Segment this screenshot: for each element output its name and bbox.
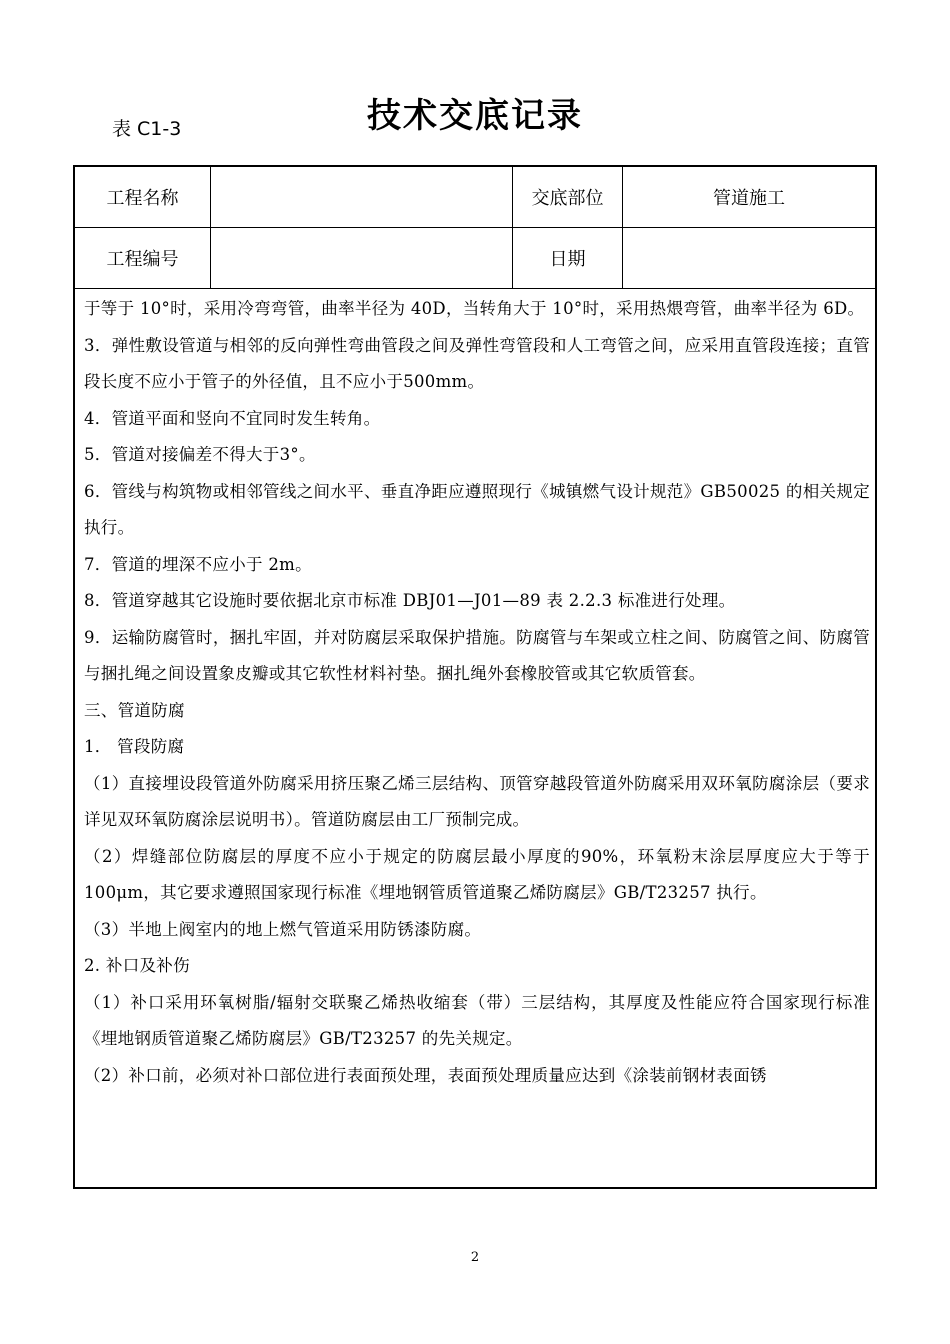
paragraph: （3）半地上阀室内的地上燃气管道采用防锈漆防腐。 [84, 919, 482, 939]
paragraph: 7．管道的埋深不应小于 2m。 [84, 554, 312, 574]
location-label: 交底部位 [513, 167, 623, 227]
project-no-label: 工程编号 [75, 228, 211, 288]
paragraph: （2）焊缝部位防腐层的厚度不应小于规定的防腐层最小厚度的90%，环氧粉末涂层厚度应大于等于 100μm，其它要求遵照国家现行标准《埋地钢管质管道聚乙烯防腐层》GB/T23257 执行。 [84, 846, 870, 902]
paragraph: 4．管道平面和竖向不宜同时发生转角。 [84, 408, 381, 428]
project-no-value [211, 228, 513, 288]
paragraph: （2）补口前，必须对补口部位进行表面预处理，表面预处理质量应达到《涂装前钢材表面锈 [84, 1065, 767, 1085]
page-title: 技术交底记录 [367, 96, 583, 136]
location-value: 管道施工 [713, 188, 785, 209]
paragraph: （1）直接埋设段管道外防腐采用挤压聚乙烯三层结构、顶管穿越段管道外防腐采用双环氧防腐涂层（要求详见双环氧防腐涂层说明书）。管道防腐层由工厂预制完成。 [84, 773, 870, 829]
header-row-2 [75, 228, 875, 289]
subsection-heading: 2. 补口及补伤 [84, 956, 190, 975]
project-name-value [211, 167, 513, 227]
paragraph: 8．管道穿越其它设施时要依据北京市标准 DBJ01—J01—89 表 2.2.3 标准进行处理。 [84, 591, 736, 610]
project-name-label: 工程名称 [75, 167, 211, 227]
paragraph: 3．弹性敷设管道与相邻的反向弹性弯曲管段之间及弹性弯管段和人工弯管之间，应采用直管段连接；直管段长度不应小于管子的外径值，且不应小于500mm。 [84, 335, 870, 391]
page-number: 2 [470, 1250, 480, 1265]
form-code: 表 C1-3 [112, 118, 182, 140]
section-heading: 三、管道防腐 [84, 700, 185, 720]
record-table [73, 165, 877, 1189]
date-value [623, 228, 875, 288]
paragraph: （1）补口采用环氧树脂/辐射交联聚乙烯热收缩套（带）三层结构，其厚度及性能应符合国家现行标准《埋地钢质管道聚乙烯防腐层》GB/T23257 的先关规定。 [84, 992, 870, 1048]
paragraph: 于等于 10°时，采用冷弯弯管，曲率半径为 40D，当转角大于 10°时，采用热煨弯管，曲率半径为 6D。 [84, 299, 865, 318]
paragraph: 5．管道对接偏差不得大于3°。 [84, 445, 316, 464]
header-row-1 [75, 167, 875, 228]
date-label: 日期 [513, 228, 623, 288]
disclosure-content [84, 291, 870, 1094]
subsection-heading: 1． 管段防腐 [84, 737, 185, 756]
paragraph: 9．运输防腐管时，捆扎牢固，并对防腐层采取保护措施。防腐管与车架或立柱之间、防腐管之间、防腐管与捆扎绳之间设置象皮瓣或其它软性材料衬垫。捆扎绳外套橡胶管或其它软质管套。 [84, 627, 870, 683]
paragraph: 6．管线与构筑物或相邻管线之间水平、垂直净距应遵照现行《城镇燃气设计规范》GB50025 的相关规定执行。 [84, 481, 870, 537]
